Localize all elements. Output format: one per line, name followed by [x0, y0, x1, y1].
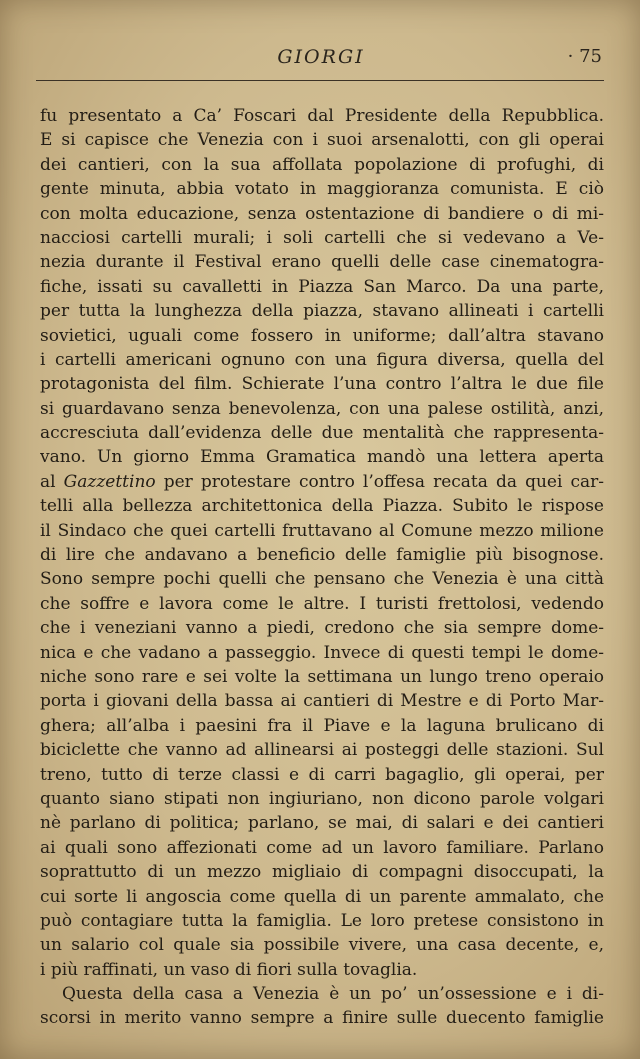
text-line: ghera; all’alba i paesini fra il Piave e la laguna brulicano di: [40, 715, 604, 736]
newspaper-title: Gazzettino: [63, 471, 156, 492]
text-line: può contagiare tutta la famiglia. Le loro pretese consistono in: [40, 910, 604, 931]
text-line: soprattutto di un mezzo migliaio di compagni disoccupati, la: [40, 862, 604, 883]
text-line: telli alla bellezza architettonica della Piazza. Subito le rispose: [40, 496, 604, 517]
text-line: Sono sempre pochi quelli che pensano che Venezia è una città: [40, 569, 604, 590]
text-line: dei cantieri, con la sua affollata popolazione di profughi, di: [40, 154, 604, 175]
page-header: [40, 44, 602, 78]
text-line: ai quali sono affezionati come ad un lavoro familiare. Parlano: [40, 837, 604, 858]
text-line: nè parlano di politica; parlano, se mai, di salari e dei cantieri: [40, 813, 604, 834]
text-line: i cartelli americani ognuno con una figura diversa, quella del: [40, 349, 604, 370]
text-line: vano. Un giorno Emma Gramatica mandò una lettera aperta: [40, 447, 604, 468]
header-rule: [36, 80, 604, 81]
text-line: Questa della casa a Venezia è un po’ un’ossessione e i di-: [62, 984, 604, 1005]
text-line: i più raffinati, un vaso di fiori sulla tovaglia.: [40, 959, 418, 980]
text-line: scorsi in merito vanno sempre a finire sulle duecento famiglie: [40, 1008, 604, 1029]
text-line: treno, tutto di terze classi e di carri bagaglio, gli operai, per: [40, 764, 604, 785]
body-text: [40, 104, 604, 1031]
text-line: accresciuta dall’evidenza delle due mentalità che rappresenta-: [40, 423, 604, 444]
text-line: che i veneziani vanno a piedi, credono che sia sempre dome-: [40, 618, 604, 639]
text-segment: per protestare contro l’offesa recata da quei car-: [155, 471, 604, 492]
text-line: quanto siano stipati non ingiuriano, non dicono parole volgari: [40, 788, 604, 809]
text-line: nica e che vadano a passeggio. Invece di questi tempi le dome-: [40, 642, 604, 663]
text-line: biciclette che vanno ad allinearsi ai posteggi delle stazioni. Sul: [40, 740, 604, 761]
text-line: protagonista del film. Schierate l’una contro l’altra le due file: [40, 374, 604, 395]
text-line: cui sorte li angoscia come quella di un parente ammalato, che: [40, 886, 604, 907]
text-line: con molta educazione, senza ostentazione di bandiere o di mi-: [40, 203, 604, 224]
text-line: un salario col quale sia possibile vivere, una casa decente, e,: [40, 935, 604, 956]
text-line-gazzettino: [40, 470, 604, 494]
text-line: fu presentato a Ca’ Foscari dal Presidente della Repubblica.: [40, 106, 604, 126]
page-number: · 75: [568, 46, 602, 67]
running-title: GIORGI: [277, 46, 365, 68]
text-line: niche sono rare e sei volte la settimana un lungo treno operaio: [40, 666, 604, 687]
text-line: il Sindaco che quei cartelli fruttavano al Comune mezzo milione: [40, 520, 604, 541]
text-line: nezia durante il Festival erano quelli delle case cinematogra-: [40, 252, 604, 273]
text-line: si guardavano senza benevolenza, con una palese ostilità, anzi,: [40, 398, 604, 419]
text-segment: al: [40, 471, 64, 492]
text-line: nacciosi cartelli murali; i soli cartelli che si vedevano a Ve-: [40, 227, 604, 248]
text-line: porta i giovani della bassa ai cantieri di Mestre e di Porto Mar-: [40, 691, 604, 712]
text-line: che soffre e lavora come le altre. I turisti frettolosi, vedendo: [40, 593, 604, 614]
text-line: sovietici, uguali come fossero in uniforme; dall’altra stavano: [40, 325, 604, 346]
text-line: E si capisce che Venezia con i suoi arsenalotti, con gli operai: [40, 130, 604, 151]
text-line: per tutta la lunghezza della piazza, stavano allineati i cartelli: [40, 301, 604, 322]
text-line: fiche, issati su cavalletti in Piazza San Marco. Da una parte,: [40, 276, 604, 297]
text-line: gente minuta, abbia votato in maggioranza comunista. E ciò: [40, 179, 604, 200]
text-line: di lire che andavano a beneficio delle famiglie più bisognose.: [40, 545, 604, 566]
